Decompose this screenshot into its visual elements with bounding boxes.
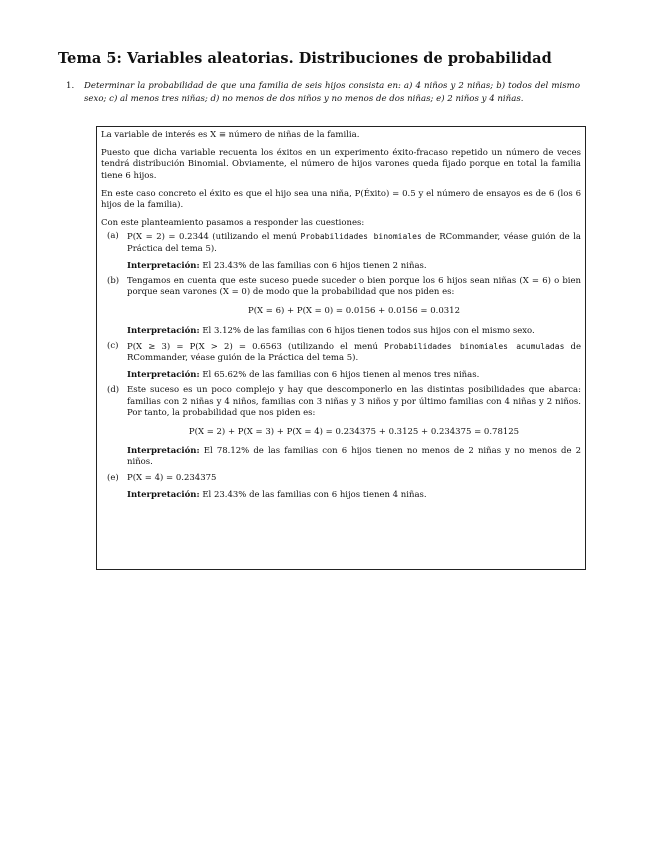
formula: P(X = 6) + P(X = 0) = 0.0156 + 0.0156 = 0.0312 bbox=[247, 306, 460, 317]
menu-name: Probabilidades binomiales acumuladas bbox=[384, 341, 565, 351]
answer-item bbox=[101, 473, 581, 501]
interpretation-text: El 23.43% de las familias con 6 hijos tienen 2 niñas. bbox=[202, 260, 427, 271]
item-text-pre: Este suceso es un poco complejo y hay que descomponerlo en las distintas posibilidades que abarca: familias con 2 niñas y 4 niños, familias con 3 niñas y 3 niños y por último familias con 4 niñas y 2 niños. Por tanto, la probabilidad que nos piden es: bbox=[127, 385, 581, 418]
answer-items bbox=[101, 231, 581, 501]
item-label: (c) bbox=[107, 340, 119, 351]
interpretation-text: El 78.12% de las familias con 6 hijos tienen no menos de 2 niñas y no menos de 2 niños. bbox=[127, 446, 582, 468]
interpretation-label: Interpretación: bbox=[127, 370, 200, 381]
interpretation bbox=[127, 370, 581, 381]
item-text bbox=[127, 473, 581, 484]
answer-params: En este caso concreto el éxito es que el hijo sea una niña, P(Éxito) = 0.5 y el número de ensayos es de 6 (los 6 hijos de la familia). bbox=[101, 188, 581, 211]
interpretation-label: Interpretación: bbox=[127, 325, 200, 336]
problem-statement bbox=[66, 80, 580, 105]
item-label: (d) bbox=[107, 385, 120, 396]
item-label: (b) bbox=[107, 276, 120, 287]
item-text-pre: Tengamos en cuenta que este suceso puede suceder o bien porque los 6 hijos sean niñas (X = 6) o bien porque sean varones (X = 0) de modo que la probabilidad que nos piden es: bbox=[127, 276, 581, 298]
menu-name: Probabilidades binomiales bbox=[300, 232, 422, 242]
answer-binomial: Puesto que dicha variable recuenta los éxitos en un experimento éxito-fracaso repetido un número de veces tendrá distribución Binomial. Obviamente, el número de hijos varones queda fijado porque en total la familia tiene 6 hijos. bbox=[101, 148, 581, 181]
interpretation-text: El 23.43% de las familias con 6 hijos tienen 4 niñas. bbox=[202, 489, 427, 500]
interpretation bbox=[127, 261, 581, 272]
formula: P(X = 2) + P(X = 3) + P(X = 4) = 0.234375 + 0.3125 + 0.234375 = 0.78125 bbox=[188, 427, 520, 438]
item-text-post: de RCommander, véase guión de la Práctica del tema 5). bbox=[127, 232, 582, 254]
item-label: (a) bbox=[107, 231, 119, 242]
item-text bbox=[127, 276, 581, 298]
interpretation bbox=[127, 326, 581, 337]
interpretation-label: Interpretación: bbox=[127, 260, 200, 271]
interpretation-text: El 3.12% de las familias con 6 hijos tienen todos sus hijos con el mismo sexo. bbox=[202, 325, 535, 336]
answer-box bbox=[96, 126, 586, 570]
answer-approach: Con este planteamiento pasamos a responder las cuestiones: bbox=[101, 218, 365, 229]
item-text bbox=[127, 385, 581, 419]
interpretation-label: Interpretación: bbox=[127, 446, 200, 457]
item-label: (e) bbox=[107, 472, 119, 483]
interpretation-label: Interpretación: bbox=[127, 489, 200, 500]
answer-item bbox=[101, 231, 581, 272]
item-text bbox=[127, 341, 581, 364]
item-text-post: de RCommander, véase guión de la Práctica del tema 5). bbox=[127, 341, 581, 364]
answer-item bbox=[101, 276, 581, 337]
interpretation bbox=[127, 490, 581, 501]
item-text bbox=[127, 231, 581, 254]
answer-item bbox=[101, 385, 581, 468]
interpretation bbox=[127, 446, 581, 468]
item-text-pre: P(X = 4) = 0.234375 bbox=[127, 472, 217, 483]
answer-item bbox=[101, 341, 581, 382]
answer-intro: La variable de interés es X ≡ número de niñas de la familia. bbox=[101, 130, 360, 140]
interpretation-text: El 65.62% de las familias con 6 hijos tienen al menos tres niñas. bbox=[202, 370, 480, 381]
item-text-pre: P(X = 2) = 0.2344 (utilizando el menú bbox=[127, 232, 301, 243]
problem-text: Determinar la probabilidad de que una familia de seis hijos consista en: a) 4 niños y 2 niñas; b) todos del mismo sexo; c) al menos tres niñas; d) no menos de dos niños y no menos de dos niñas; e) 2 niños y 4 niñas. bbox=[84, 81, 580, 104]
item-text-pre: P(X ≥ 3) = P(X > 2) = 0.6563 (utilizando el menú bbox=[127, 341, 385, 352]
problem-number: 1. bbox=[66, 81, 75, 91]
section-title: Tema 5: Variables aleatorias. Distribuciones de probabilidad bbox=[58, 50, 552, 67]
